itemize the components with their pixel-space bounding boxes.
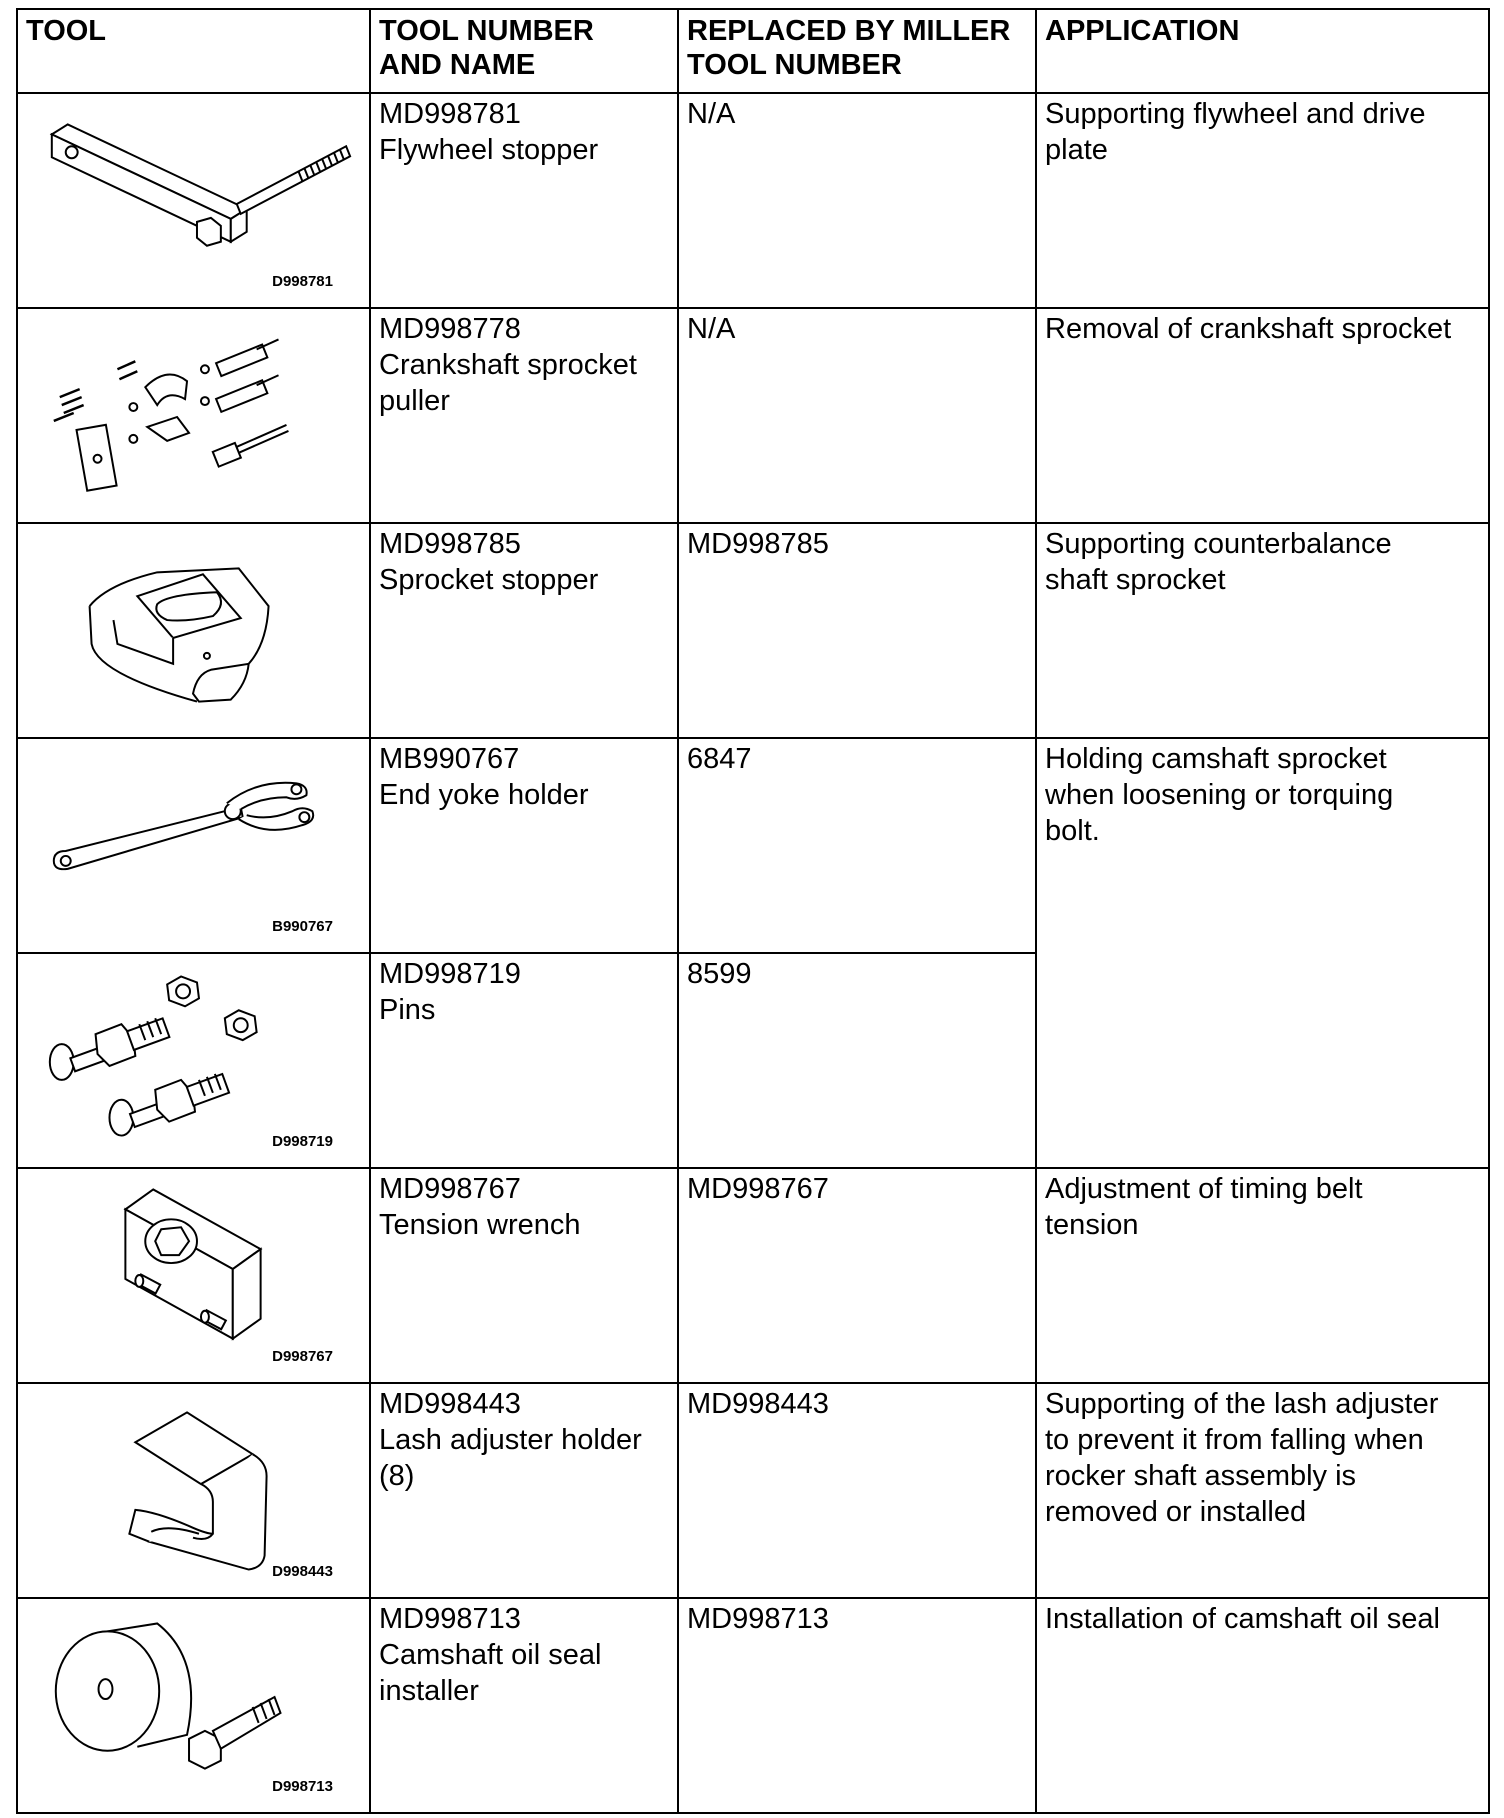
tool-image-cell (17, 308, 370, 523)
table-row (17, 1168, 1489, 1383)
tool-name: Tension wrench (379, 1209, 581, 1241)
tool-image-cell (17, 93, 370, 308)
tool-name: Sprocket stopper (379, 564, 599, 596)
replaced-by-value: MD998767 (687, 1173, 829, 1205)
table-row (17, 93, 1489, 308)
tool-number: MD998719 (379, 958, 521, 990)
tool-image-cell (17, 738, 370, 953)
tool-number: MD998443 (379, 1388, 521, 1420)
tool-number: MD998785 (379, 528, 521, 560)
header-row (17, 9, 1489, 93)
tool-number: MB990767 (379, 743, 520, 775)
tool-number: MD998778 (379, 313, 521, 345)
tool-code-label: D998713 (272, 1778, 333, 1795)
table-row (17, 738, 1489, 953)
tool-name: Flywheel stopper (379, 134, 599, 166)
replaced-by-cell (678, 308, 1036, 523)
tool-image-cell (17, 1598, 370, 1813)
tool-number-name-cell (370, 738, 678, 953)
tool-number: MD998767 (379, 1173, 521, 1205)
header-tool-number-name: TOOL NUMBER AND NAME (370, 9, 678, 93)
replaced-by-cell (678, 953, 1036, 1168)
replaced-by-cell (678, 1598, 1036, 1813)
tool-name: Crankshaft sprocket (379, 349, 637, 381)
replaced-by-cell (678, 738, 1036, 953)
tool-code-label: B990767 (272, 918, 333, 935)
tool-image-cell (17, 953, 370, 1168)
application-cell: Supporting counterbalance shaft sprocket (1036, 523, 1489, 738)
table-row (17, 308, 1489, 523)
tool-name: Camshaft oil seal (379, 1639, 602, 1671)
replaced-by-cell (678, 1383, 1036, 1598)
tool-name: puller (379, 385, 450, 417)
application-cell: Installation of camshaft oil seal (1036, 1598, 1489, 1813)
tool-image-cell (17, 1383, 370, 1598)
tool-number: MD998781 (379, 98, 521, 130)
tool-number-name-cell (370, 1598, 678, 1813)
tool-name: End yoke holder (379, 779, 589, 811)
header-tool: TOOL (17, 9, 370, 93)
tool-name: Pins (379, 994, 436, 1026)
tool-image-cell (17, 1168, 370, 1383)
tool-number: MD998713 (379, 1603, 521, 1635)
tool-name: installer (379, 1675, 479, 1707)
tool-number-name-cell (370, 523, 678, 738)
replaced-by-value: MD998443 (687, 1388, 829, 1420)
replaced-by-value: MD998785 (687, 528, 829, 560)
tool-name: (8) (379, 1460, 415, 1492)
application-cell: Holding camshaft sprocket when loosening or torquing bolt. (1036, 738, 1489, 1168)
special-tools-table (16, 8, 1490, 1814)
application-cell: Supporting flywheel and drive plate (1036, 93, 1489, 308)
tool-code-label: D998719 (272, 1133, 333, 1150)
application-cell: Adjustment of timing belt tension (1036, 1168, 1489, 1383)
tool-number-name-cell (370, 953, 678, 1168)
application-cell: Removal of crankshaft sprocket (1036, 308, 1489, 523)
tool-number-name-cell (370, 308, 678, 523)
tool-code-label: D998443 (272, 1563, 333, 1580)
header-replaced-by: REPLACED BY MILLER TOOL NUMBER (678, 9, 1036, 93)
replaced-by-value: MD998713 (687, 1603, 829, 1635)
replaced-by-cell (678, 93, 1036, 308)
tool-code-label: D998767 (272, 1348, 333, 1365)
tool-image-cell (17, 523, 370, 738)
header-application: APPLICATION (1036, 9, 1489, 93)
table-row (17, 1383, 1489, 1598)
table-row (17, 523, 1489, 738)
tool-number-name-cell (370, 1383, 678, 1598)
table-row (17, 1598, 1489, 1813)
tool-number-name-cell (370, 93, 678, 308)
tool-name: Lash adjuster holder (379, 1424, 642, 1456)
tool-number-name-cell (370, 1168, 678, 1383)
replaced-by-value: N/A (687, 98, 736, 130)
sprocket-puller-icon (18, 309, 369, 520)
replaced-by-value: 6847 (687, 743, 752, 775)
application-cell: Supporting of the lash adjuster to prevent it from falling when rocker shaft assembly is removed or installed (1036, 1383, 1489, 1598)
replaced-by-value: N/A (687, 313, 736, 345)
replaced-by-value: 8599 (687, 958, 752, 990)
replaced-by-cell (678, 523, 1036, 738)
tool-code-label: D998781 (272, 273, 333, 290)
replaced-by-cell (678, 1168, 1036, 1383)
sprocket-stopper-icon (18, 524, 369, 735)
